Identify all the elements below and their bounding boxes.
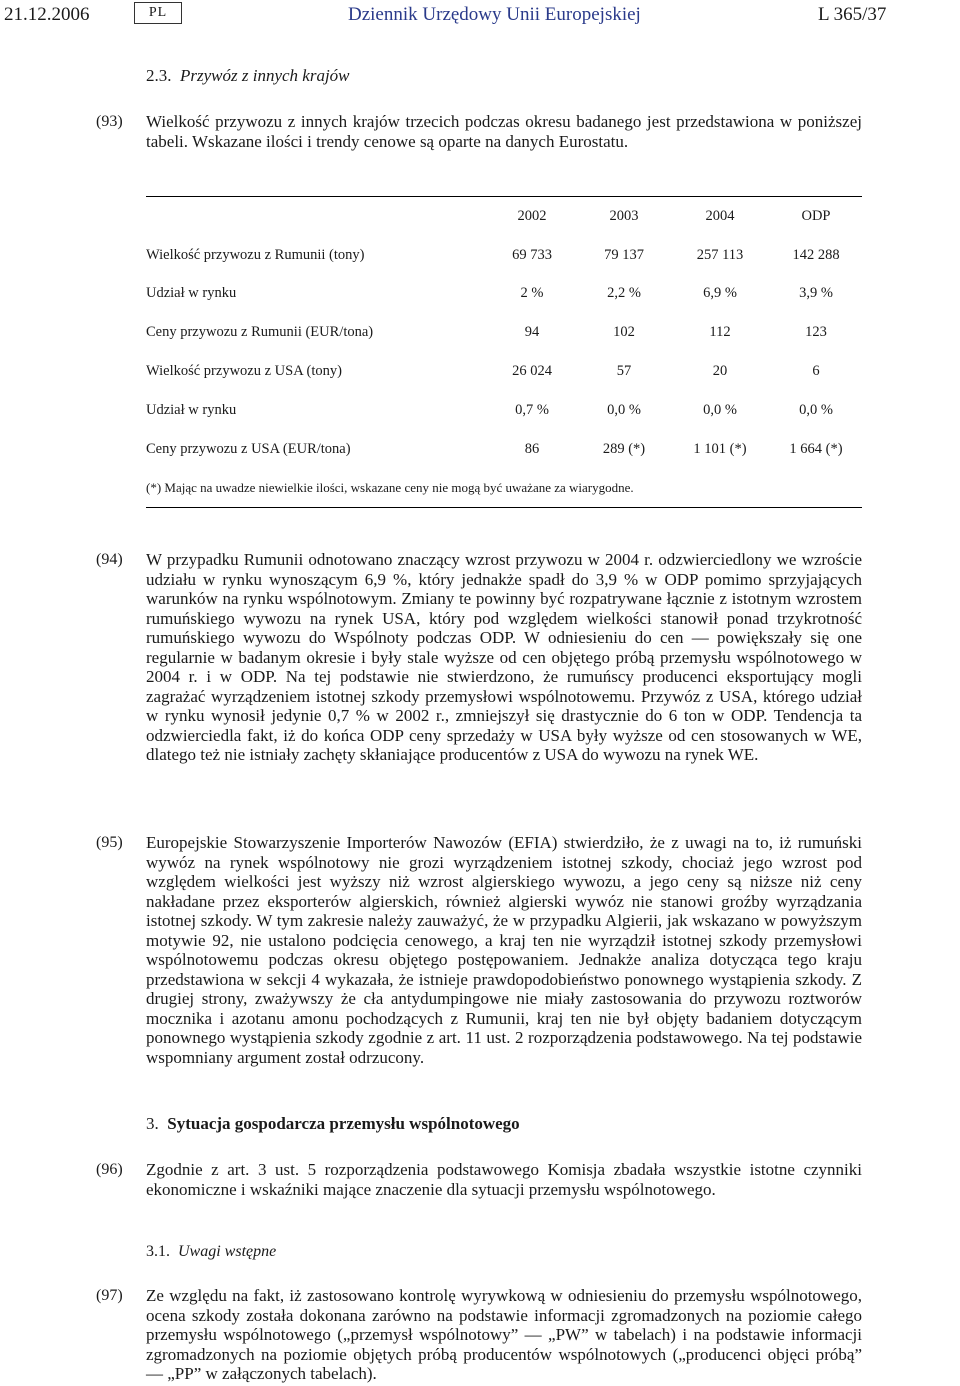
table-cell: 257 113: [696, 246, 744, 263]
table-cell: 112: [709, 324, 731, 341]
table-cell: 289 (*): [602, 440, 646, 457]
page-reference: L 365/37: [818, 4, 887, 25]
table-row: [146, 275, 862, 314]
table-cell: 0,0 %: [607, 401, 641, 418]
section-heading-2-3: [146, 66, 350, 86]
table-cell: 2 %: [520, 285, 544, 302]
table-cell: 57: [616, 363, 632, 380]
table-cell: 2,2 %: [607, 285, 641, 302]
column-header: 2003: [609, 207, 639, 224]
row-label: Ceny przywozu z USA (EUR/tona): [146, 440, 351, 457]
section-title: Sytuacja gospodarcza przemysłu wspólnotowego: [167, 1114, 520, 1133]
table-cell: 6,9 %: [703, 285, 737, 302]
import-table: [146, 196, 862, 508]
header-date: 21.12.2006: [4, 4, 90, 25]
section-heading-3-1: [146, 1243, 276, 1261]
paragraph-number: (94): [96, 551, 123, 568]
table-row: [146, 313, 862, 352]
journal-title: Dziennik Urzędowy Unii Europejskiej: [348, 4, 641, 25]
paragraph-95: Europejskie Stowarzyszenie Importerów Nawozów (EFIA) stwierdziło, że z uwagi na to, iż rumuński wywóz na rynek wspólnotowy nie grozi wyrządzeniem istotnej szkody, chociaż jego wzrost pod względem wielkości jest wyższy niż wzrost algierskiego wywozu, a jego ceny są niższe niż ceny nakładane przez eksporterów algierskich, również algierski wywóz nie stanowi groźby wyrządzania istotnej szkody. W tym zakresie należy zauważyć, że w przypadku Algierii, jak wskazano w powyższym motywie 92, nie ustalono podcięcia cenowego, a kraj ten nie wyrządził istotnej szkody przemysłowi wspólnotowemu podczas okresu objętego postępowaniem. Jednakże analiza dotycząca tego kraju przedstawiona w sekcji 4 wykazała, że istnieje prawdopodobieństwo ponownego wystąpienia szkody. Z drugiej strony, zważywszy że cła antydumpingowe nie miały zastosowania do przywozu roztworów mocznika i azotanu amonu pochodzących z Rumunii, kraj ten nie był objęty badaniem dotyczącym ponownego wystąpienia szkody zgodnie z art. 11 ust. 2 rozporządzenia podstawowego. Na tej podstawie wspomniany argument został odrzucony.: [146, 833, 862, 1067]
section-number: 3.1.: [146, 1243, 170, 1260]
table-cell: 123: [805, 324, 827, 341]
paragraph-96: Zgodnie z art. 3 ust. 5 rozporządzenia podstawowego Komisja zbadała wszystkie istotne czynniki ekonomiczne i wskaźniki mające znaczenie dla sytuacji przemysłu wspólnotowego.: [146, 1160, 862, 1199]
table-row: [146, 430, 862, 469]
section-number: 3.: [146, 1114, 159, 1133]
table-cell: 26 024: [512, 363, 552, 380]
row-label: Wielkość przywozu z Rumunii (tony): [146, 246, 365, 263]
table-row: [146, 391, 862, 430]
table-cell: 86: [524, 440, 540, 457]
table-cell: 0,7 %: [515, 401, 549, 418]
table-header-empty: [146, 197, 486, 236]
table-cell: 1 101 (*): [693, 440, 747, 457]
row-label: Ceny przywozu z Rumunii (EUR/tona): [146, 324, 374, 341]
row-label: Wielkość przywozu z USA (tony): [146, 363, 342, 380]
section-title: Uwagi wstępne: [178, 1243, 277, 1260]
language-badge: PL: [134, 2, 182, 24]
table-cell: 1 664 (*): [789, 440, 843, 457]
paragraph-93: Wielkość przywozu z innych krajów trzecich podczas okresu badanego jest przedstawiona w poniższej tabeli. Wskazane ilości i trendy cenowe są oparte na danych Eurostatu.: [146, 112, 862, 151]
paragraph-number: (97): [96, 1287, 123, 1304]
column-header: 2002: [517, 207, 547, 224]
table-cell: 79 137: [604, 246, 644, 263]
table-row: [146, 352, 862, 391]
section-heading-3: [146, 1114, 520, 1134]
row-label: Udział w rynku: [146, 285, 237, 302]
row-label: Udział w rynku: [146, 401, 237, 418]
paragraph-number: (96): [96, 1161, 123, 1178]
paragraph-94: W przypadku Rumunii odnotowano znaczący wzrost przywozu w 2004 r. odzwierciedlony we wzroście udziału w rynku wynoszącym 6,9 %, który jednakże spadł do 3,9 % w ODP pomimo sprzyjających warunków na rynku wspólnotowym. Zmiany te powinny być rozpatrywane łącznie z istotnym wzrostem rumuńskiego wywozu na rynek USA, który pod względem wielkości stanowił ponad trzykrotność rumuńskiego wywozu do Wspólnoty podczas ODP. W odniesieniu do cen — powiększały się one regularnie w badanym okresie i były stale wyższe od cen objętego próbą przemysłu wspólnotowego w 2004 r. i w ODP. Na tej podstawie nie stwierdzono, że rumuńscy producenci eksportujący mogli zagrażać wyrządzeniem istotnej szkody przemysłowi wspólnotowemu. Przywóz z USA, którego udział w rynku wynosił jedynie 0,7 % w 2002 r., zmniejszył się drastycznie do 6 ton w ODP. Tendencja ta odzwierciedla fakt, iż do końca ODP ceny sprzedaży w USA były wyższe od cen stosowanych w WE, dlatego też nie istniały zachęty skłaniające producentów z USA do wywozu na rynek WE.: [146, 550, 862, 764]
table-footnote: (*) Mając na uwadze niewielkie ilości, wskazane ceny nie mogą być uważane za wiarygodne.: [146, 469, 862, 508]
table-cell: 0,0 %: [799, 401, 833, 418]
table-cell: 3,9 %: [799, 285, 833, 302]
section-number: 2.3.: [146, 66, 172, 85]
table-cell: 69 733: [512, 246, 552, 263]
section-title: Przywóz z innych krajów: [180, 66, 350, 85]
table-cell: 0,0 %: [703, 401, 737, 418]
paragraph-97: Ze względu na fakt, iż zastosowano kontrolę wyrywkową w odniesieniu do przemysłu wspólnotowego, ocena szkody została dokonana zarówno na podstawie informacji zgromadzonych na poziomie całego przemysłu wspólnotowego („przemysł wspólnotowy” — „PW” w tabelach) i na podstawie informacji zgromadzonych na poziomie objętych próbą producentów wspólnotowych („producenci objęci próbą” — „PP” w załączonych tabelach).: [146, 1286, 862, 1383]
table-cell: 20: [712, 363, 728, 380]
table-row: [146, 236, 862, 275]
paragraph-number: (93): [96, 113, 123, 130]
column-header: 2004: [705, 207, 735, 224]
table-cell: 102: [613, 324, 635, 341]
paragraph-number: (95): [96, 834, 123, 851]
column-header: ODP: [801, 207, 831, 224]
table-cell: 6: [812, 363, 820, 380]
table-cell: 142 288: [792, 246, 840, 263]
table-cell: 94: [524, 324, 540, 341]
